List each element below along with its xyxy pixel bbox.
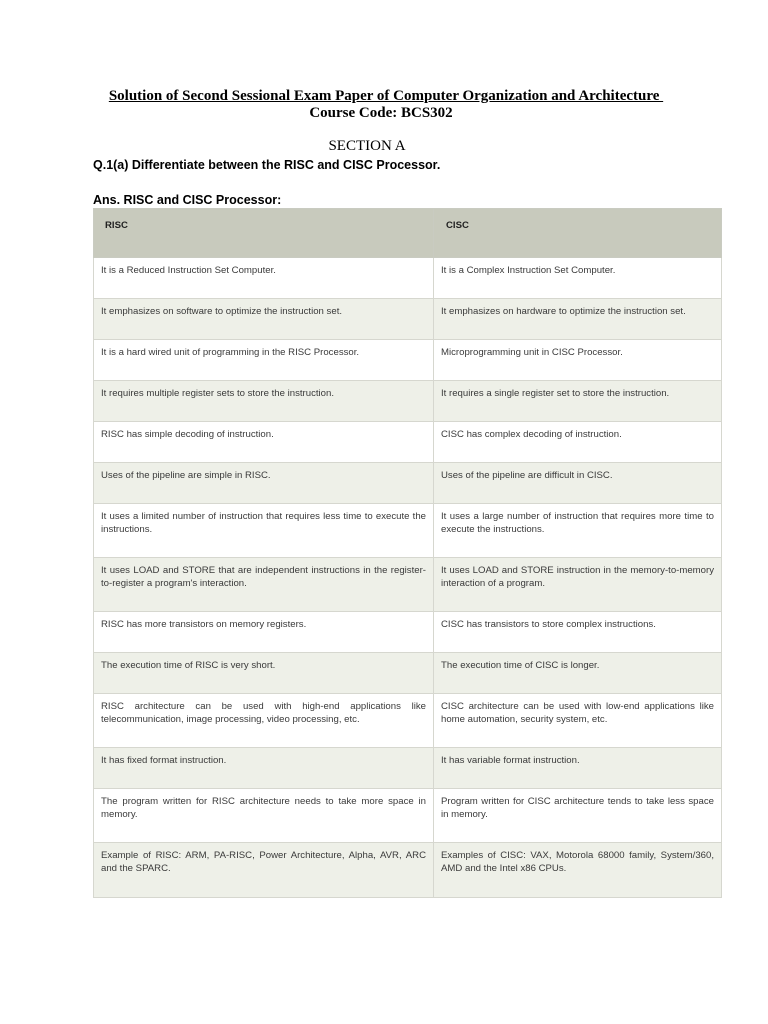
table-row (94, 789, 722, 843)
question-text: Q.1(a) Differentiate between the RISC and CISC Processor. (93, 158, 441, 172)
cisc-cell: CISC has complex decoding of instruction. (434, 422, 722, 463)
section-heading (0, 138, 768, 155)
table-row (94, 258, 722, 299)
cisc-cell: CISC architecture can be used with low-end applications like home automation, security system, etc. (434, 694, 722, 748)
risc-cell: It has fixed format instruction. (94, 748, 434, 789)
cisc-cell: It has variable format instruction. (434, 748, 722, 789)
risc-cell: Uses of the pipeline are simple in RISC. (94, 463, 434, 504)
course-code: Course Code: BCS302 (309, 105, 453, 121)
table-row (94, 422, 722, 463)
table-row (94, 504, 722, 558)
table-header-row (94, 209, 722, 258)
risc-cell: It uses a limited number of instruction that requires less time to execute the instructions. (94, 504, 434, 558)
risc-cell: RISC has more transistors on memory registers. (94, 612, 434, 653)
cisc-cell: It emphasizes on hardware to optimize the instruction set. (434, 299, 722, 340)
table-row (94, 340, 722, 381)
table-row (94, 299, 722, 340)
comparison-table (93, 208, 722, 898)
answer-heading: Ans. RISC and CISC Processor: (93, 193, 282, 207)
risc-cell: It emphasizes on software to optimize the instruction set. (94, 299, 434, 340)
cisc-cell: Program written for CISC architecture tends to take less space in memory. (434, 789, 722, 843)
risc-cell: It uses LOAD and STORE that are independent instructions in the register-to-register a program's interaction. (94, 558, 434, 612)
column-header-risc: RISC (94, 209, 434, 258)
cisc-cell: It is a Complex Instruction Set Computer. (434, 258, 722, 299)
table-row (94, 612, 722, 653)
risc-cell: It is a Reduced Instruction Set Computer. (94, 258, 434, 299)
cisc-cell: It requires a single register set to store the instruction. (434, 381, 722, 422)
table-row (94, 381, 722, 422)
risc-cell: It is a hard wired unit of programming in the RISC Processor. (94, 340, 434, 381)
risc-cell: Example of RISC: ARM, PA-RISC, Power Architecture, Alpha, AVR, ARC and the SPARC. (94, 843, 434, 898)
risc-cell: RISC architecture can be used with high-end applications like telecommunication, image processing, video processing, etc. (94, 694, 434, 748)
risc-cell: RISC has simple decoding of instruction. (94, 422, 434, 463)
section-heading-text: SECTION A (328, 138, 406, 154)
risc-cell: The program written for RISC architecture needs to take more space in memory. (94, 789, 434, 843)
cisc-cell: Uses of the pipeline are difficult in CISC. (434, 463, 722, 504)
cisc-cell: It uses a large number of instruction that requires more time to execute the instructions. (434, 504, 722, 558)
risc-cell: The execution time of RISC is very short. (94, 653, 434, 694)
table-row (94, 653, 722, 694)
table-row (94, 694, 722, 748)
table-row (94, 558, 722, 612)
cisc-cell: Microprogramming unit in CISC Processor. (434, 340, 722, 381)
cisc-cell: CISC has transistors to store complex instructions. (434, 612, 722, 653)
cisc-cell: It uses LOAD and STORE instruction in the memory-to-memory interaction of a program. (434, 558, 722, 612)
table-row (94, 748, 722, 789)
document-title: Solution of Second Sessional Exam Paper of Computer Organization and Architecture (108, 88, 664, 104)
risc-cell: It requires multiple register sets to store the instruction. (94, 381, 434, 422)
cisc-cell: The execution time of CISC is longer. (434, 653, 722, 694)
cisc-cell: Examples of CISC: VAX, Motorola 68000 family, System/360, AMD and the Intel x86 CPUs. (434, 843, 722, 898)
table-row (94, 843, 722, 898)
table-row (94, 463, 722, 504)
column-header-cisc: CISC (434, 209, 722, 258)
